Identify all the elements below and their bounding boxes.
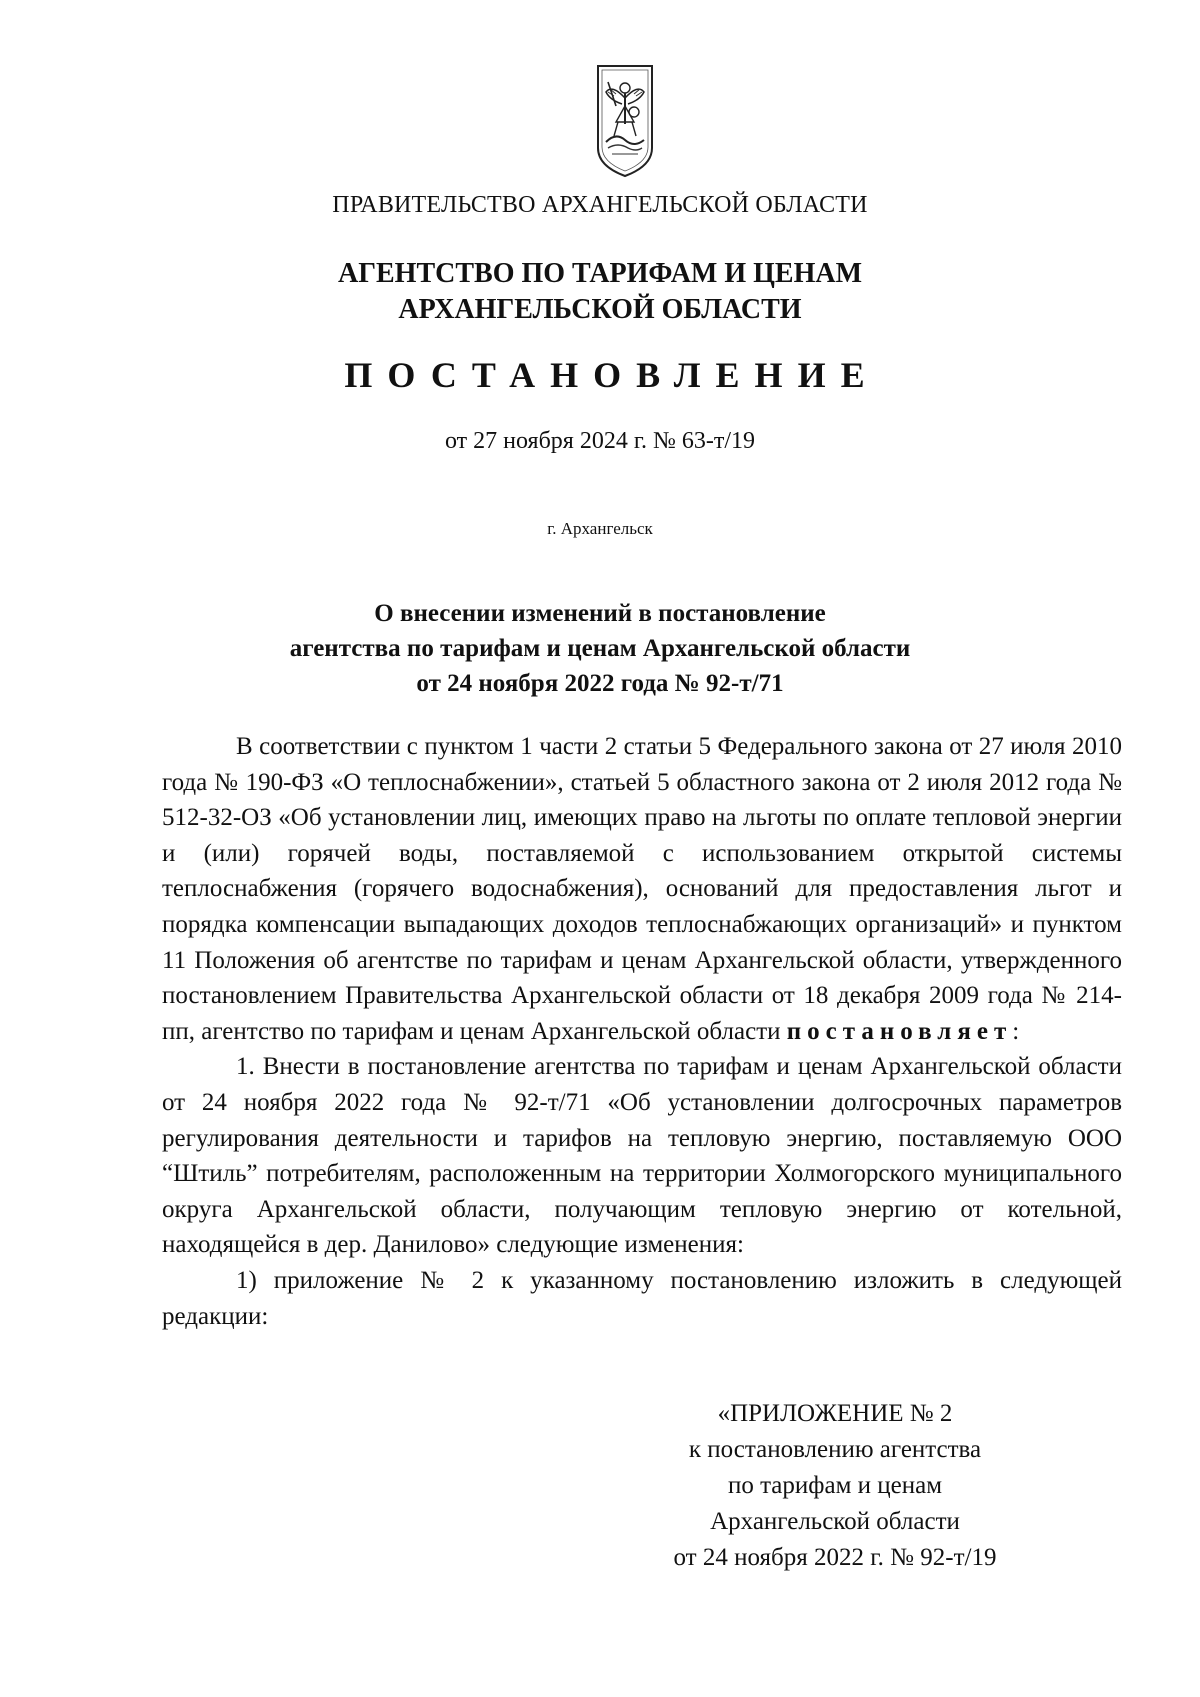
document-city: г. Архангельск [547,519,653,538]
body-paragraph-item-1: 1. Внести в постановление агентства по тарифам и ценам Архангельской области от 24 ноября 2022 года № 92-т/71 «Об установлении долгосрочных параметров регулирования деятельности и тарифов на тепловую энергию, поставляемую ООО “Штиль” потребителям, расположенным на территории Холмогорского муниципального округа Архангельской области, получающим тепловую энергию от котельной, находящейся в дер. Данилово» следующие изменения: [162,1053,1122,1259]
resolves-word: постановляет [786,1017,1013,1045]
body-paragraph-subitem-1: 1) приложение № 2 к указанному постановлению изложить в следующей редакции: [162,1266,1122,1330]
subject-line3: от 24 ноября 2022 года № 92-т/71 [416,670,784,697]
annex-line4: Архангельской области [710,1508,960,1535]
body-paragraph-preamble [162,729,1122,1049]
document-body [162,729,1122,1334]
preamble-text: В соответствии с пунктом 1 части 2 статьи 5 Федерального закона от 27 июля 2010 года № 190-ФЗ «О теплоснабжении», статьей 5 областного закона от 2 июля 2012 года № 512-32-ОЗ «Об установлении лиц, имеющих право на льготы по оплате тепловой энергии и (или) горячей воды, поставляемой с использованием открытой системы теплоснабжения (горячего водоснабжения), оснований для предоставления льгот и порядка компенсации выпадающих доходов теплоснабжающих организаций» и пунктом 11 Положения об агентстве по тарифам и ценам Архангельской области, утвержденного постановлением Правительства Архангельской области от 18 декабря 2009 года № 214-пп, агентство по тарифам и ценам Архангельской области [162,733,1122,1045]
agency-name-line2: АРХАНГЕЛЬСКОЙ ОБЛАСТИ [398,294,802,325]
coat-of-arms-icon [594,62,656,180]
annex-line2: к постановлению агентства [688,1436,982,1463]
agency-name [0,256,1200,328]
agency-name-line1: АГЕНТСТВО ПО ТАРИФАМ И ЦЕНАМ [337,258,863,289]
subject-line2: агентства по тарифам и ценам Архангельской области [289,635,911,662]
document-subject [0,596,1200,701]
document-type-title: ПОСТАНОВЛЕНИЕ [344,355,880,395]
government-name: ПРАВИТЕЛЬСТВО АРХАНГЕЛЬСКОЙ ОБЛАСТИ [332,192,868,218]
annex-line5: от 24 ноября 2022 г. № 92-т/19 [673,1544,997,1571]
subject-line1: О внесении изменений в постановление [374,600,826,627]
annex-heading [650,1396,1020,1576]
annex-line1: «ПРИЛОЖЕНИЕ № 2 [717,1400,953,1427]
document-date-number: от 27 ноября 2024 г. № 63-т/19 [444,428,756,454]
annex-line3: по тарифам и ценам [727,1472,943,1499]
preamble-colon: : [1012,1017,1020,1045]
